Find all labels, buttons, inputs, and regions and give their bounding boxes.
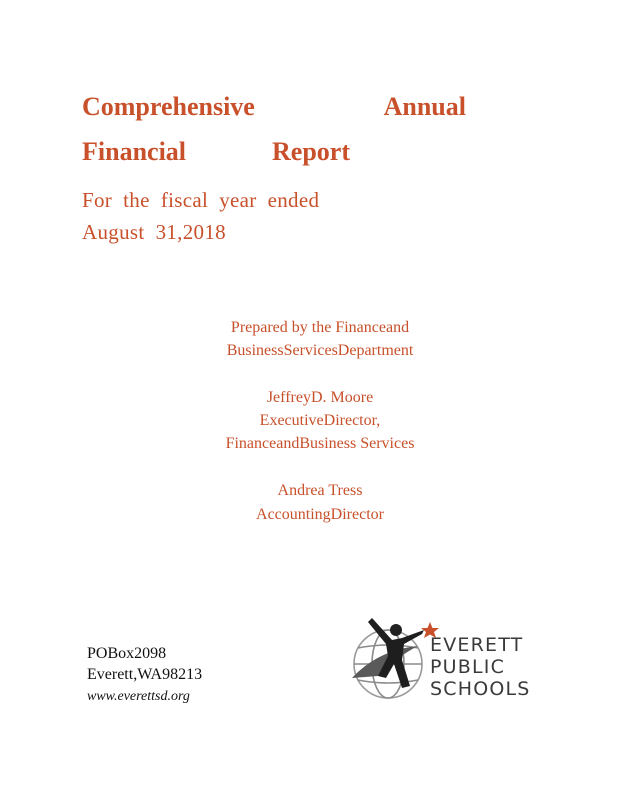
title-word: Report (272, 137, 350, 166)
preparer-role-2: AccountingDirector (256, 506, 384, 523)
logo-text-public: PUBLIC (430, 656, 506, 678)
prepared-by-line-2: BusinessServicesDepartment (226, 342, 414, 359)
preparer-role-1b: FinanceandBusiness Services (225, 435, 415, 452)
website-link[interactable]: www.everettsd.org (87, 689, 190, 704)
fiscal-year-line-2: August 31,2018 (82, 220, 226, 244)
preparer-name-1: JeffreyD. Moore (266, 389, 374, 406)
preparer-role-1a: ExecutiveDirector, (259, 412, 381, 429)
preparer-name-2: Andrea Tress (277, 482, 363, 499)
address-city: Everett,WA98213 (87, 666, 203, 683)
fiscal-year-line-1: For the fiscal year ended (82, 188, 320, 212)
title-word: Comprehensive (82, 92, 255, 121)
title-word: Financial (82, 137, 187, 166)
title-word: Annual (383, 92, 466, 121)
report-title-line-2 (82, 137, 350, 167)
report-title-line-1 (82, 92, 466, 122)
logo-text-everett: EVERETT (430, 634, 524, 656)
prepared-by-line-1: Prepared by the Financeand (230, 319, 410, 336)
address-po-box: POBox2098 (87, 645, 167, 662)
logo-text-schools: SCHOOLS (430, 678, 531, 700)
